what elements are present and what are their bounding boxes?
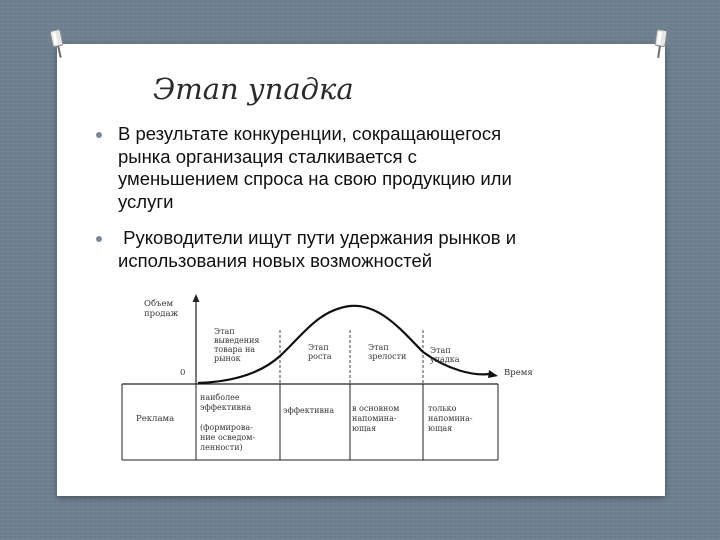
table-cell: ленности) xyxy=(200,443,243,452)
origin-label: 0 xyxy=(180,368,186,378)
table-cell: в основном xyxy=(352,404,400,413)
bullet-icon xyxy=(96,236,102,242)
y-axis-label: продаж xyxy=(144,309,179,319)
table-cell: эффективна xyxy=(200,403,252,412)
x-axis-label: Время xyxy=(504,368,533,378)
bullet-item xyxy=(118,227,578,272)
bullet-icon xyxy=(96,132,102,138)
table-cell: ние осведом- xyxy=(200,433,256,442)
table-cell: наиболее xyxy=(200,393,240,402)
pushpin-icon xyxy=(650,29,670,61)
stage-label: Этап xyxy=(368,343,389,352)
product-lifecycle-diagram xyxy=(118,292,550,467)
row-label: Реклама xyxy=(136,414,175,424)
stage-label: роста xyxy=(308,352,332,361)
table-cell: ющая xyxy=(352,424,377,433)
table-cell: напомина- xyxy=(428,414,473,423)
stage-label: рынок xyxy=(214,354,241,363)
table-cell: (формирова- xyxy=(200,423,253,432)
pushpin-icon xyxy=(47,29,69,62)
table-cell: ющая xyxy=(428,424,453,433)
stage-label: товара на xyxy=(214,345,256,354)
stage-label: Этап xyxy=(430,346,451,355)
y-axis-label: Объем xyxy=(144,299,174,309)
stage-label: упадка xyxy=(430,355,460,364)
slide-title: Этап упадка xyxy=(153,72,354,106)
table-cell: эффективна xyxy=(283,406,335,415)
table-cell: только xyxy=(428,404,457,413)
table-cell: напомина- xyxy=(352,414,397,423)
bullet-text: Руководители ищут пути удержания рынков и использования новых возможностей xyxy=(118,227,522,271)
lifecycle-svg xyxy=(118,292,550,462)
bullet-text: В результате конкуренции, сокращающегося рынка организация сталкивается с уменьшением спроса на свою продукцию или услуги xyxy=(118,123,512,212)
stage-label: Этап xyxy=(214,327,235,336)
bullet-item xyxy=(118,123,538,213)
stage-label: Этап xyxy=(308,343,329,352)
stage-label: выведения xyxy=(214,336,260,345)
stage-label: зрелости xyxy=(368,352,407,361)
